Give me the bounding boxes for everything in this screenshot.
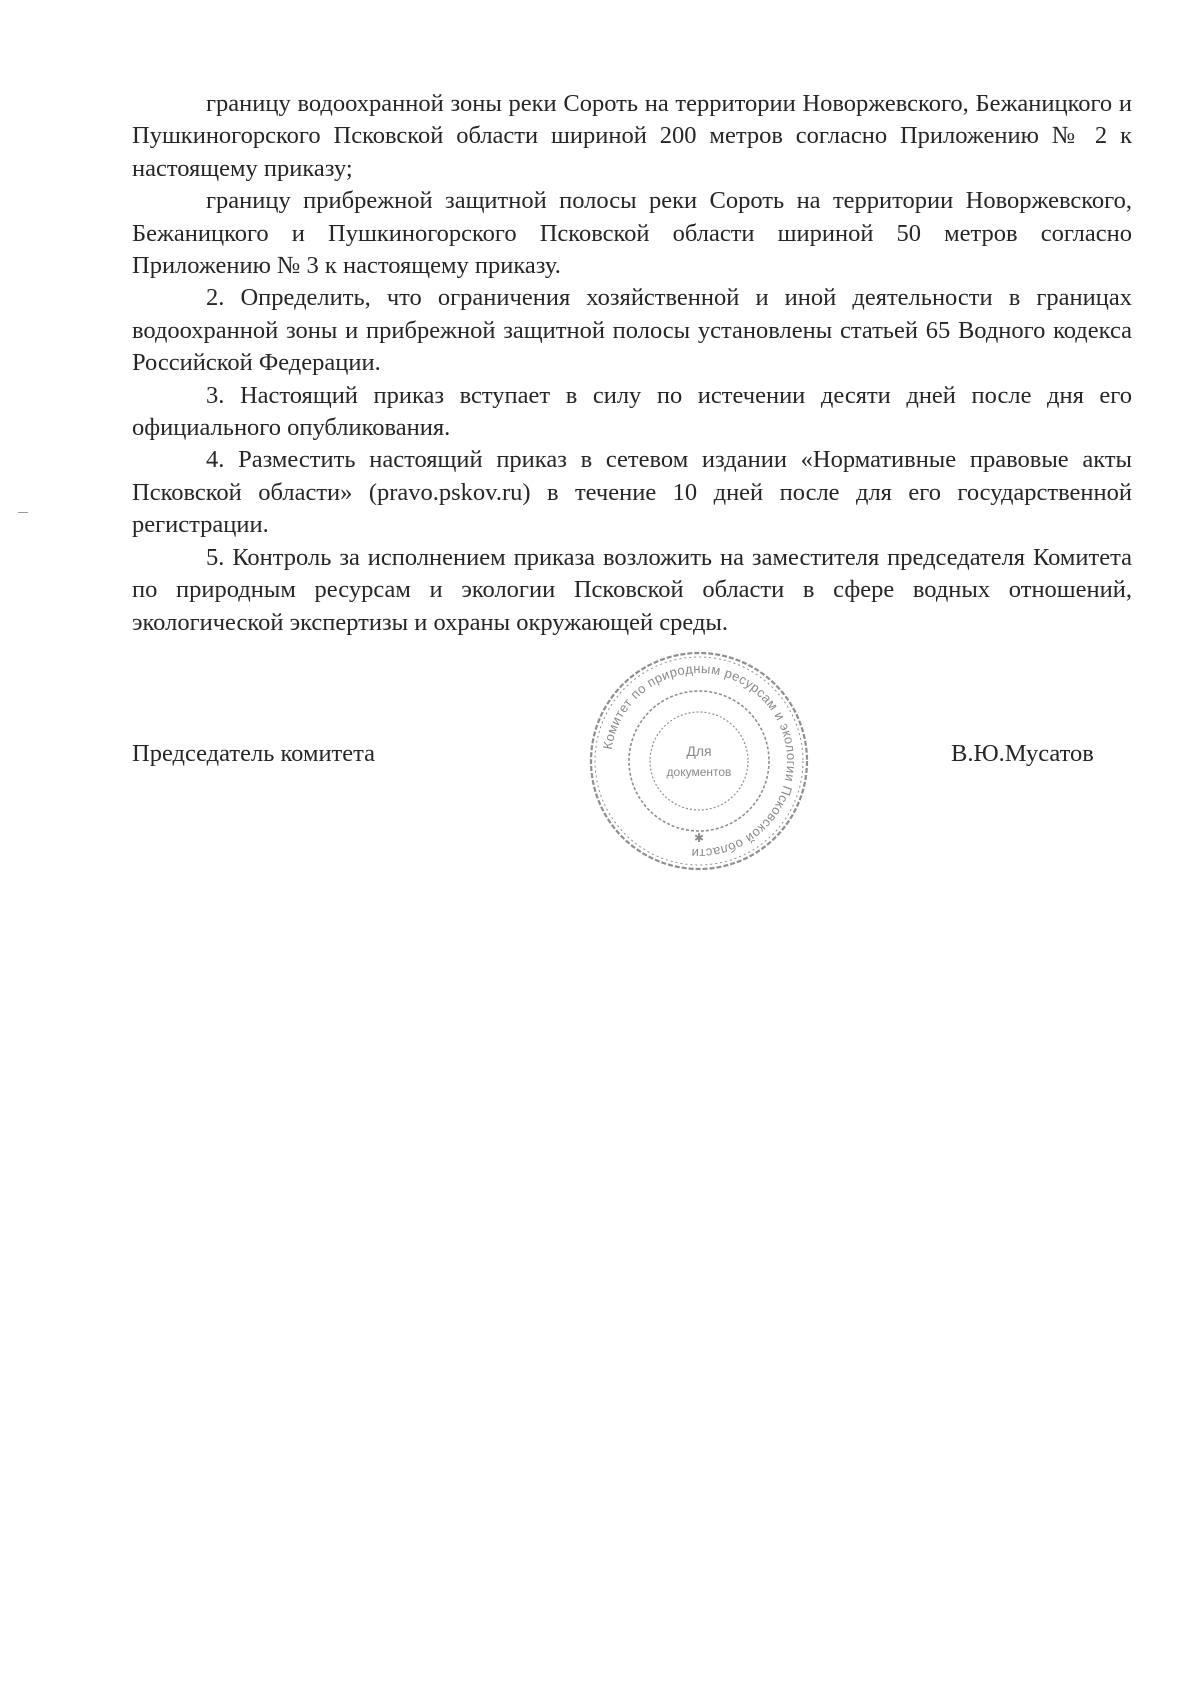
paragraph-item-5: 5. Контроль за исполнением приказа возложить на заместителя председателя Комитета по природным ресурсам и экологии Псковской области в сфере водных отношений, экологической экспертизы и охраны окружающей среды.: [132, 543, 1132, 636]
paragraph-coastal-protection-strip: границу прибрежной защитной полосы реки Сороть на территории Новоржевского, Бежаницкого и Пушкиногорского Псковской области шириной 50 метров согласно Приложению № 3 к настоящему приказу.: [132, 187, 1132, 280]
paragraph-item-2: 2. Определить, что ограничения хозяйственной и иной деятельности в границах водоохранной зоны и прибрежной защитной полосы установлены статьей 65 Водного кодекса Российской Федерации.: [132, 284, 1132, 377]
seal-center-line-1: Для: [686, 743, 712, 759]
seal-center-line-2: документов: [666, 765, 732, 779]
paragraph-item-3: 3. Настоящий приказ вступает в силу по истечении десяти дней после дня его официального опубликования.: [132, 381, 1132, 442]
paragraph-water-protection-zone: границу водоохранной зоны реки Сороть на территории Новоржевского, Бежаницкого и Пушкиногорского Псковской области шириной 200 метров согласно Приложению № 2 к настоящему приказу;: [132, 90, 1132, 182]
signatory-name: В.Ю.Мусатов: [951, 740, 1094, 767]
seal-star-icon: ✱: [693, 831, 705, 845]
official-seal: [584, 646, 814, 876]
document-body: [132, 88, 1132, 639]
paragraph-item-4: 4. Разместить настоящий приказ в сетевом издании «Нормативные правовые акты Псковской области» (pravo.pskov.ru) в течение 10 дней после для его государственной регистрации.: [132, 446, 1132, 539]
scan-artifact: [18, 512, 28, 513]
seal-outer-text: Комитет по природным ресурсам и экологии Псковской области: [599, 660, 800, 862]
signatory-title: Председатель комитета: [132, 740, 376, 767]
